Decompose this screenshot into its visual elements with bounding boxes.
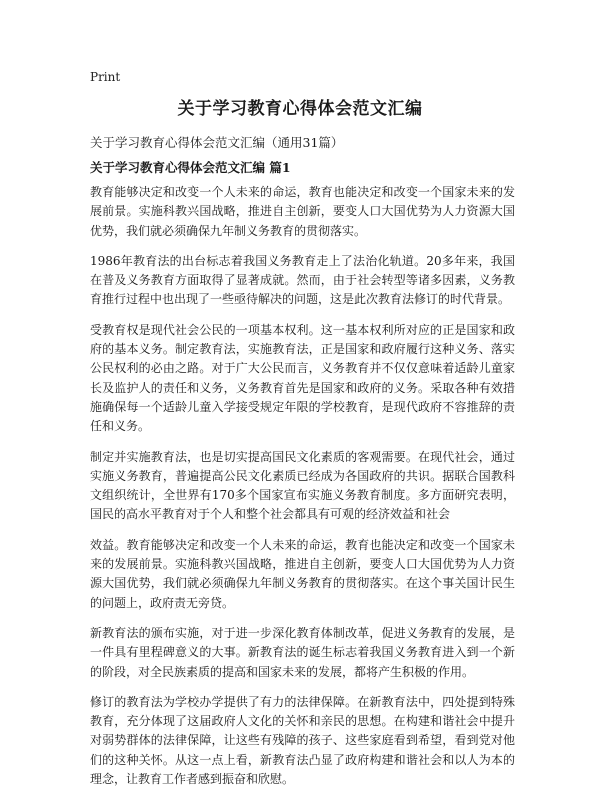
paragraph-1: 教育能够决定和改变一个人未来的命运，教育也能决定和改变一个国家未来的发展前景。实施科教兴国战略，推进自主创新，要变人口大国优势为人力资源大国优势，我们就必须确保九年制义务教育的贯彻落实。 <box>90 185 515 238</box>
paragraph-4: 制定并实施教育法，也是切实提高国民文化素质的客观需要。在现代社会，通过实施义务教育，普遍提高公民文化素质已经成为各国政府的共识。据联合国教科文组织统计，全世界有170多个国家宣布实施义务教育制度。多方面研究表明，国民的高水平教育对于个人和整个社会都具有可观的经济效益和社会 <box>90 449 515 522</box>
print-link[interactable]: Print <box>90 70 121 84</box>
paragraph-7: 修订的教育法为学校办学提供了有力的法律保障。在新教育法中，四处提到特殊教育，充分体现了这届政府人文化的关怀和亲民的思想。在构建和谐社会中提升对弱势群体的法律保障，让这些有残障的孩子、这些家庭看到希望，看到党对他们的这种关怀。从这一点上看，新教育法凸显了政府构建和谐社会和以人为本的理念，让教育工作者感到振奋和欣慰。 <box>90 694 515 787</box>
page-title: 关于学习教育心得体会范文汇编 <box>177 99 423 119</box>
paragraph-2: 1986年教育法的出台标志着我国义务教育走上了法治化轨道。20多年来，我国在普及义务教育方面取得了显著成就。然而，由于社会转型等诸多因素，义务教育推行过程中也出现了一些亟待解决的问题，这是此次教育法修订的时代背景。 <box>90 253 515 307</box>
paragraph-3: 受教育权是现代社会公民的一项基本权利。这一基本权利所对应的正是国家和政府的基本义务。制定教育法，实施教育法，正是国家和政府履行这种义务、落实公民权利的必由之路。对于广大公民而言，义务教育并不仅仅意味着适龄儿童家长及监护人的责任和义务，义务教育首先是国家和政府的义务。采取各种有效措施确保每一个适龄儿童入学接受规定年限的学校教育，是现代政府不容推辞的责任和义务。 <box>90 322 515 434</box>
paragraph-6: 新教育法的颁布实施，对于进一步深化教育体制改革，促进义务教育的发展，是一件具有里程碑意义的大事。新教育法的诞生标志着我国义务教育进入到一个新的阶段，对全民族素质的提高和国家未来的发展，都将产生积极的作用。 <box>90 625 515 679</box>
paragraph-5: 效益。教育能够决定和改变一个人未来的命运，教育也能决定和改变一个国家未来的发展前景。实施科教兴国战略，推进自主创新，要变人口大国优势为人力资源大国优势，我们就必须确保九年制义务教育的贯彻落实。在这个事关国计民生的问题上，政府责无旁贷。 <box>90 537 515 610</box>
document-subtitle: 关于学习教育心得体会范文汇编（通用31篇） <box>90 135 344 150</box>
section-heading: 关于学习教育心得体会范文汇编 篇1 <box>90 160 291 175</box>
article-body <box>90 183 515 800</box>
